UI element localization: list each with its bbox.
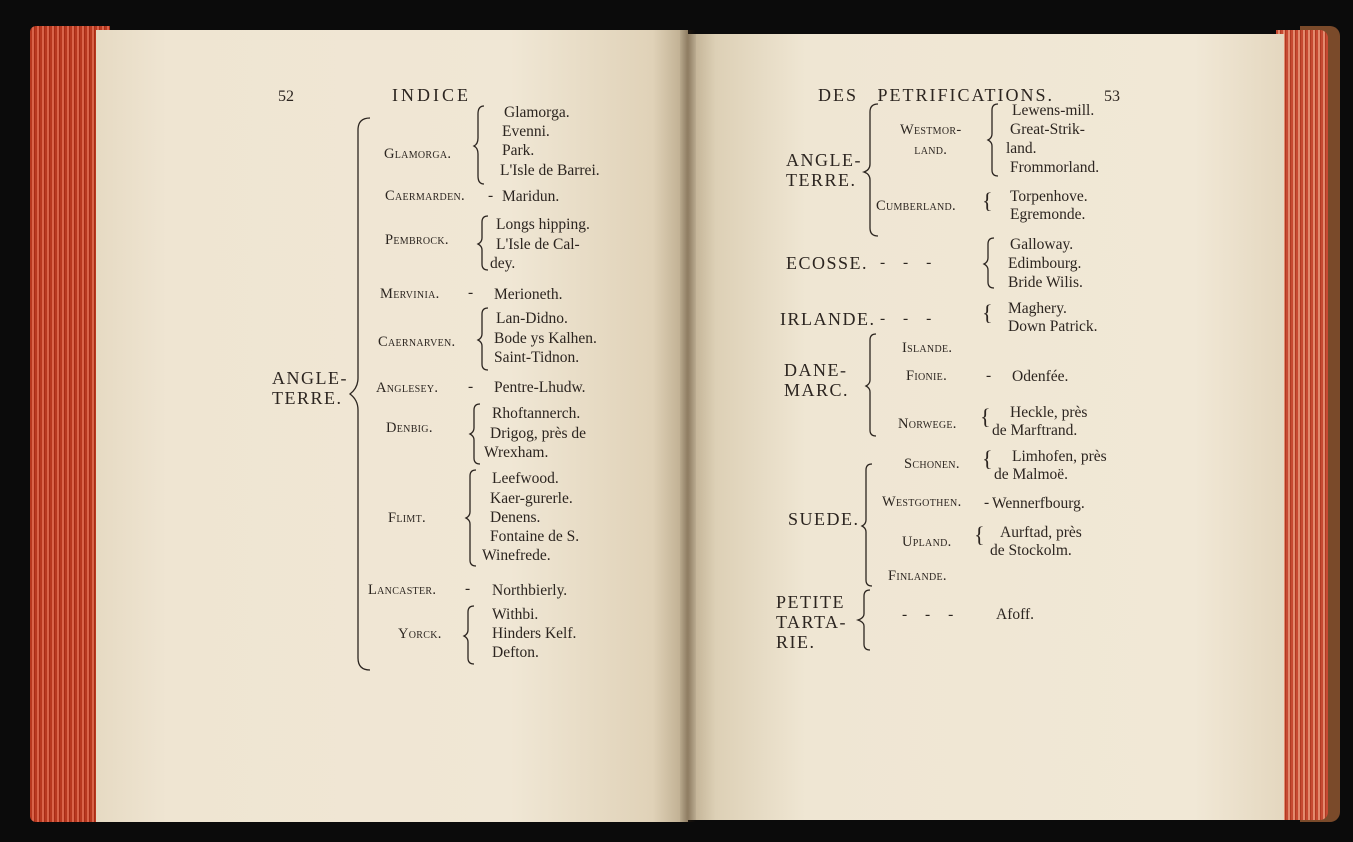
county-upland: Upland.	[902, 534, 952, 550]
place: Rhoftannerch.	[492, 405, 581, 422]
bracket-ecosse	[984, 236, 996, 290]
place: Saint-Tidnon.	[494, 349, 580, 366]
dash: -	[468, 284, 474, 301]
place: Torpenhove.	[1010, 188, 1088, 205]
bracket-pembrock	[478, 214, 490, 272]
bracket-suede	[862, 462, 874, 588]
county-schonen: Schonen.	[904, 456, 960, 472]
region-angleterre-right: ANGLE- TERRE.	[786, 150, 862, 190]
dashes: - - -	[880, 310, 932, 327]
brace-irlande: {	[982, 300, 993, 325]
place: Kaer-gurerle.	[490, 490, 573, 507]
dash: -	[984, 494, 990, 511]
county-mervinia: Mervinia.	[380, 286, 440, 302]
county-norwege: Norwege.	[898, 416, 957, 432]
place: de Malmoë.	[994, 466, 1069, 483]
place: Down Patrick.	[1008, 318, 1098, 335]
bracket-angleterre-right	[864, 102, 880, 238]
dash: -	[986, 367, 992, 384]
bracket-yorck	[464, 604, 476, 666]
book-gutter	[680, 30, 696, 822]
place: Bride Wilis.	[1008, 274, 1083, 291]
brace-upland: {	[974, 522, 985, 547]
place: Wrexham.	[484, 444, 549, 461]
county-glamorga: Glamorga.	[384, 146, 452, 162]
region-irlande: IRLANDE.	[780, 309, 876, 329]
page-header-left: INDICE	[392, 85, 471, 105]
place: Hinders Kelf.	[492, 625, 577, 642]
bracket-denbig	[470, 402, 482, 466]
place: Odenfée.	[1012, 368, 1069, 385]
place: Pentre-Lhudw.	[494, 379, 586, 396]
county-caernarven: Caernarven.	[378, 334, 456, 350]
region-ecosse: ECOSSE.	[786, 253, 869, 273]
place: Galloway.	[1010, 236, 1074, 253]
place: Glamorga.	[504, 104, 570, 121]
dash: -	[488, 187, 494, 204]
county-lancaster: Lancaster.	[368, 582, 437, 598]
place: Limhofen, près	[1012, 448, 1107, 465]
county-islande: Islande.	[902, 340, 953, 356]
county-caermarden: Caermarden.	[385, 188, 465, 204]
place: L'Isle de Barrei.	[500, 162, 600, 179]
brace-cumberland: {	[982, 188, 993, 213]
place: Bode ys Kalhen.	[494, 330, 597, 347]
page-number-left: 52	[278, 88, 294, 105]
place: Edimbourg.	[1008, 255, 1082, 272]
county-finlande: Finlande.	[888, 568, 947, 584]
place: L'Isle de Cal-	[496, 236, 580, 253]
county-westmorland: Westmor- land.	[900, 122, 962, 158]
place: Park.	[502, 142, 535, 159]
county-anglesey: Anglesey.	[376, 380, 439, 396]
place: Winefrede.	[482, 547, 551, 564]
place: Heckle, près	[1010, 404, 1088, 421]
place: Evenni.	[502, 123, 550, 140]
place: de Stockolm.	[990, 542, 1072, 559]
place: Drigog, près de	[490, 425, 586, 442]
place: Afoff.	[996, 606, 1035, 623]
place: Leefwood.	[492, 470, 559, 487]
place: dey.	[490, 255, 516, 272]
place: Lewens-mill.	[1012, 102, 1095, 119]
bracket-danemarc	[866, 332, 878, 438]
county-flimt: Flimt.	[388, 510, 426, 526]
bracket-petite-tartarie	[858, 588, 872, 652]
region-suede: SUEDE.	[788, 509, 860, 529]
place: Wennerfbourg.	[992, 495, 1085, 512]
place: Fontaine de S.	[490, 528, 580, 545]
place: Longs hipping.	[496, 216, 590, 233]
place: Defton.	[492, 644, 539, 661]
place: Lan-Didno.	[496, 310, 568, 327]
county-cumberland: Cumberland.	[876, 198, 956, 214]
place: Withbi.	[492, 606, 539, 623]
place: Denens.	[490, 509, 541, 526]
place: Merioneth.	[494, 286, 563, 303]
page-number-right: 53	[1104, 88, 1120, 105]
place: Northbierly.	[492, 582, 568, 599]
place: de Marftrand.	[992, 422, 1078, 439]
region-angleterre-left: ANGLE- TERRE.	[272, 368, 348, 408]
county-denbig: Denbig.	[386, 420, 433, 436]
place: Maghery.	[1008, 300, 1067, 317]
place: Frommorland.	[1010, 159, 1100, 176]
dashes: - - -	[902, 606, 954, 623]
county-yorck: Yorck.	[398, 626, 442, 642]
region-petite-tartarie: PETITE TARTA- RIE.	[776, 592, 848, 652]
dash: -	[465, 580, 471, 597]
bracket-caernarven	[478, 306, 490, 372]
place: Maridun.	[502, 188, 560, 205]
brace-norwege: {	[980, 404, 991, 429]
page-header-right: DES PETRIFICATIONS.	[818, 85, 1055, 105]
place: Aurftad, près	[1000, 524, 1082, 541]
dash: -	[468, 378, 474, 395]
dashes: - - -	[880, 254, 932, 271]
bracket-flimt	[466, 468, 478, 568]
place: land.	[1006, 140, 1037, 157]
county-westgothen: Westgothen.	[882, 494, 962, 510]
region-danemarc: DANE- MARC.	[784, 360, 850, 400]
county-pembrock: Pembrock.	[385, 232, 449, 248]
bracket-glamorga	[474, 104, 486, 184]
brace-schonen: {	[982, 446, 993, 471]
place: Great-Strik-	[1010, 121, 1085, 138]
place: Egremonde.	[1010, 206, 1086, 223]
bracket-westmorland	[988, 102, 1000, 178]
county-fionie: Fionie.	[906, 368, 948, 384]
